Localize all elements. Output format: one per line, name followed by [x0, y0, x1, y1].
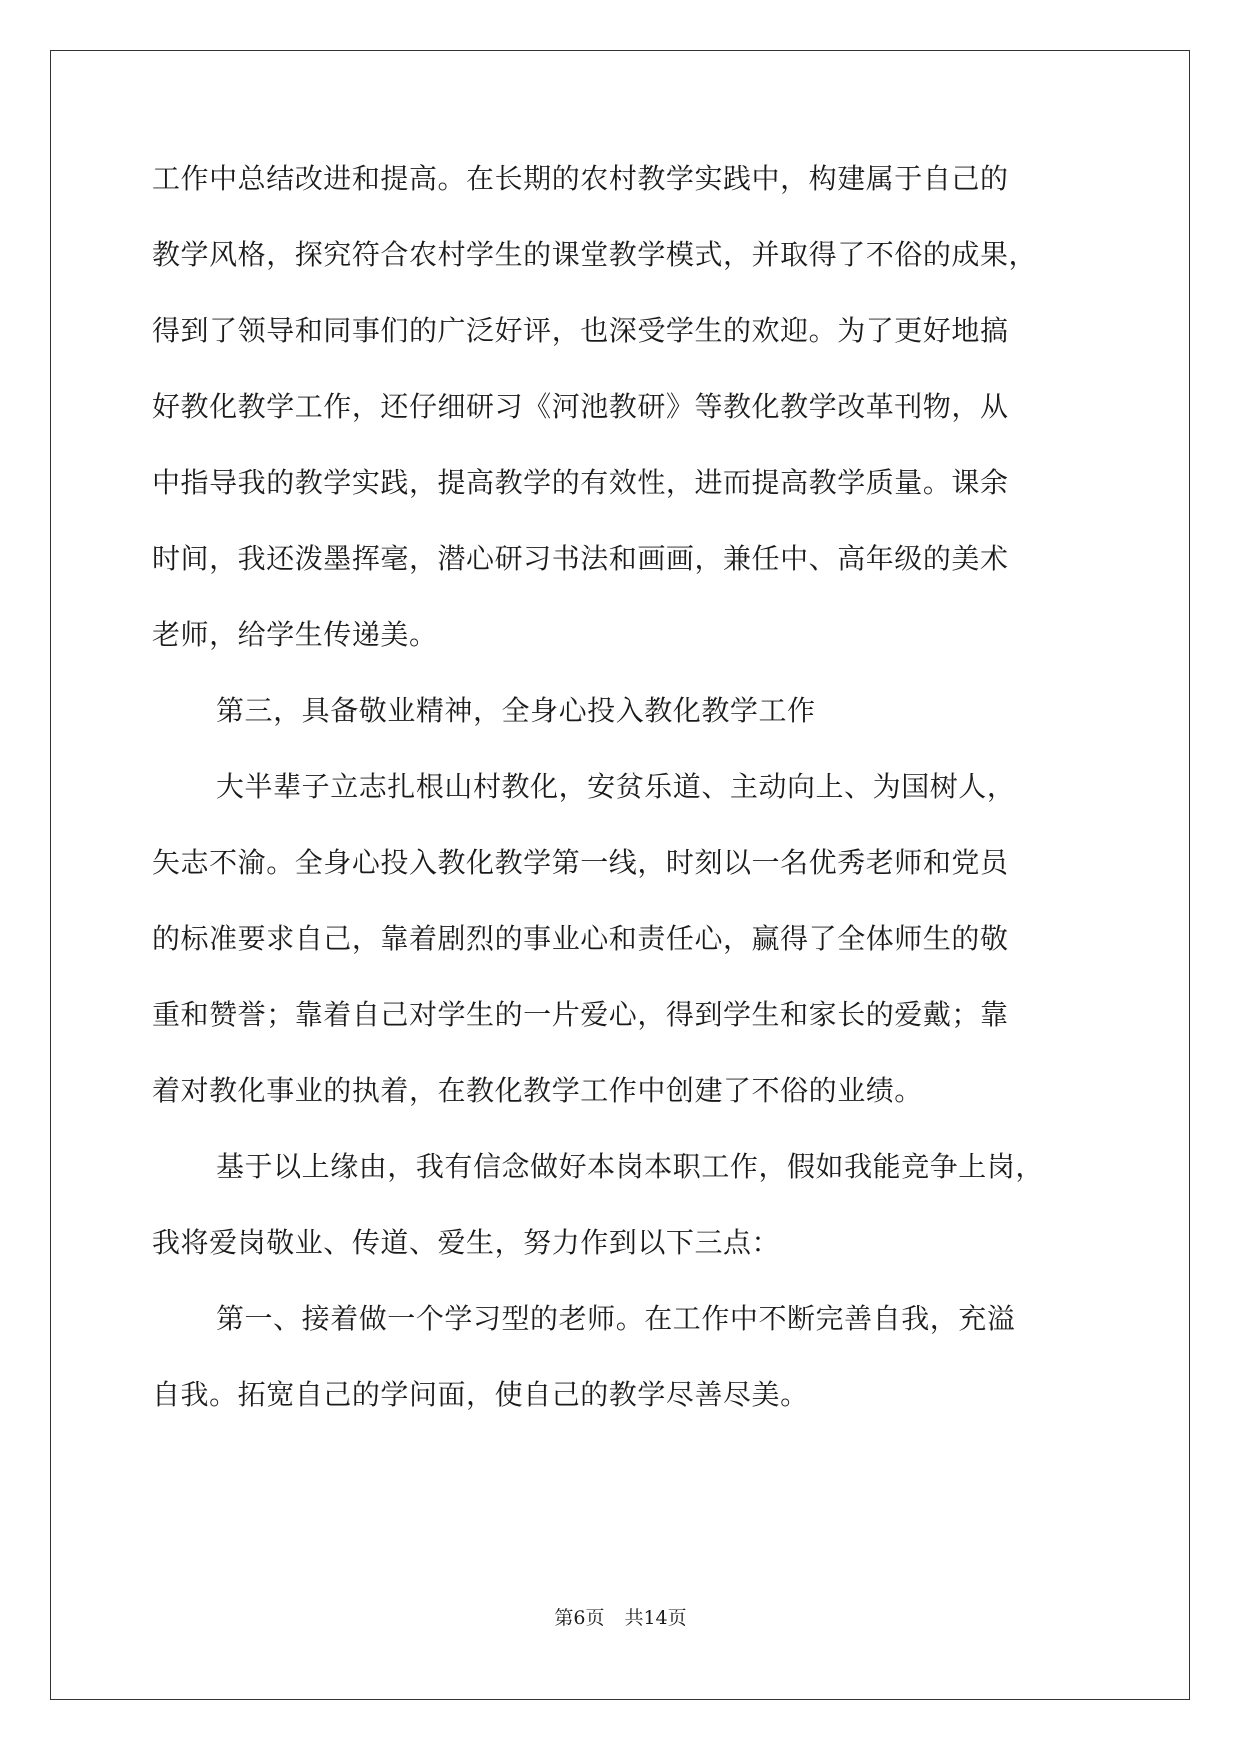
text-line: 好教化教学工作，还仔细研习《河池教研》等教化教学改革刊物，从	[152, 390, 1009, 423]
text-line: 矢志不渝。全身心投入教化教学第一线，时刻以一名优秀老师和党员	[152, 846, 1009, 879]
text-line: 教学风格，探究符合农村学生的课堂教学模式，并取得了不俗的成果，	[152, 238, 1038, 271]
page-number: 第6页	[554, 1607, 605, 1629]
paragraph-start-line: 大半辈子立志扎根山村教化，安贫乐道、主动向上、为国树人，	[216, 770, 1016, 803]
text-line: 我将爱岗敬业、传道、爱生，努力作到以下三点：	[152, 1226, 781, 1259]
text-line: 得到了领导和同事们的广泛好评，也深受学生的欢迎。为了更好地搞	[152, 314, 1009, 347]
text-line: 工作中总结改进和提高。在长期的农村教学实践中，构建属于自己的	[152, 162, 1009, 195]
page-total: 共14页	[624, 1607, 687, 1629]
text-line: 时间，我还泼墨挥毫，潜心研习书法和画画，兼任中、高年级的美术	[152, 542, 1009, 575]
section-heading: 第三，具备敬业精神，全身心投入教化教学工作	[216, 694, 816, 727]
document-body	[152, 160, 1092, 1452]
text-line: 着对教化事业的执着，在教化教学工作中创建了不俗的业绩。	[152, 1074, 923, 1107]
text-line: 老师，给学生传递美。	[152, 618, 438, 651]
paragraph-start-line: 基于以上缘由，我有信念做好本岗本职工作，假如我能竞争上岗，	[216, 1150, 1044, 1183]
text-line: 中指导我的教学实践，提高教学的有效性，进而提高教学质量。课余	[152, 466, 1009, 499]
text-line: 的标准要求自己，靠着剧烈的事业心和责任心，赢得了全体师生的敬	[152, 922, 1009, 955]
text-line: 自我。拓宽自己的学问面，使自己的教学尽善尽美。	[152, 1378, 809, 1411]
page-footer	[0, 1603, 1241, 1630]
paragraph-start-line: 第一、接着做一个学习型的老师。在工作中不断完善自我，充溢	[216, 1302, 1016, 1335]
text-line: 重和赞誉；靠着自己对学生的一片爱心，得到学生和家长的爱戴；靠	[152, 998, 1009, 1031]
